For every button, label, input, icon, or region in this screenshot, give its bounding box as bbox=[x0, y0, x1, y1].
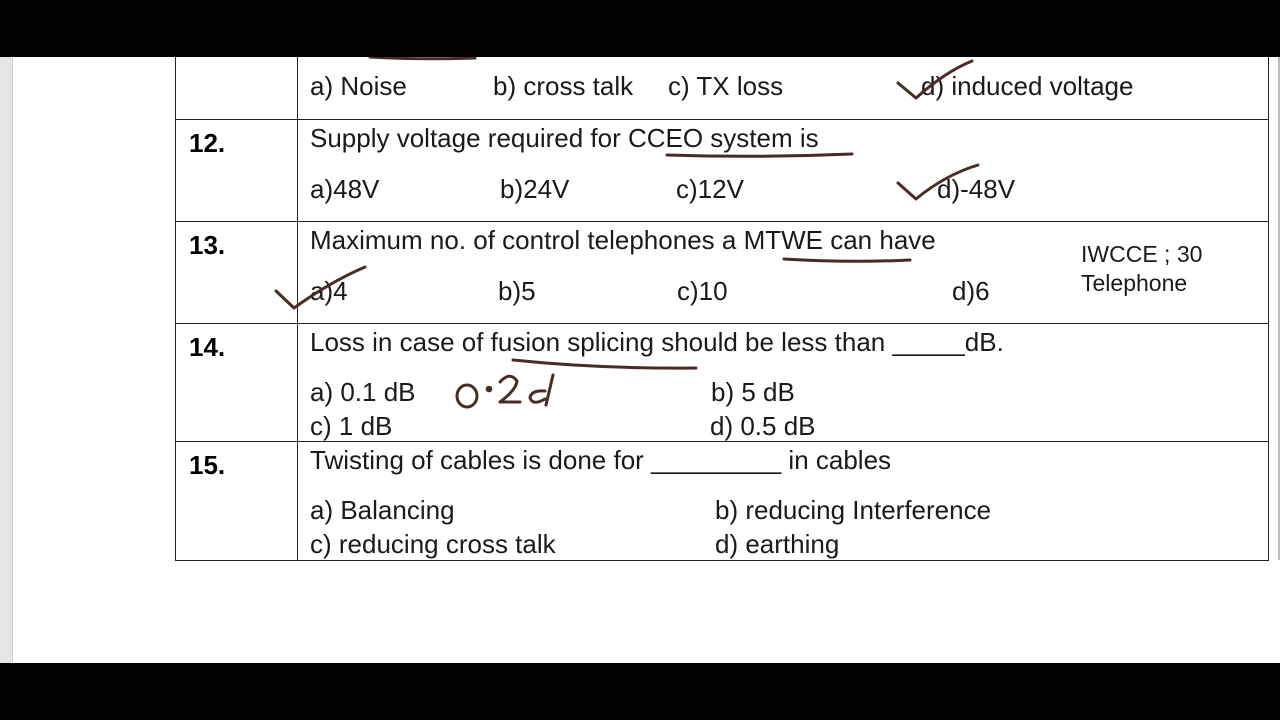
question-number: 13. bbox=[189, 230, 226, 260]
option-d: d) earthing bbox=[715, 529, 840, 559]
option-c: c)10 bbox=[677, 276, 728, 306]
question-text: Supply voltage required for CCEO system is bbox=[310, 123, 819, 153]
option-b: b) 5 dB bbox=[711, 377, 795, 407]
question-number: 14. bbox=[189, 332, 226, 362]
option-a: a) 0.1 dB bbox=[310, 377, 416, 407]
option-d: d) induced voltage bbox=[921, 71, 1134, 101]
option-a: a)4 bbox=[310, 276, 348, 306]
question-number: 12. bbox=[189, 128, 226, 158]
option-a: a) Noise bbox=[310, 71, 407, 101]
option-c: c) 1 dB bbox=[310, 411, 393, 441]
option-b: b) reducing Interference bbox=[715, 495, 992, 525]
question-number: 15. bbox=[189, 450, 226, 480]
option-b: b) cross talk bbox=[493, 71, 634, 101]
column-divider bbox=[297, 57, 298, 560]
row-divider bbox=[175, 119, 1268, 120]
option-d: d) 0.5 dB bbox=[710, 411, 816, 441]
option-b: b)5 bbox=[498, 276, 536, 306]
option-c: c) TX loss bbox=[668, 71, 784, 101]
bottom-letterbox bbox=[0, 663, 1280, 720]
question-text: Loss in case of fusion splicing should be less than _____dB. bbox=[310, 327, 1004, 357]
option-b: b)24V bbox=[500, 174, 570, 204]
question-text: Maximum no. of control telephones a MTWE can have bbox=[310, 225, 936, 255]
option-c: c)12V bbox=[676, 174, 744, 204]
option-c: c) reducing cross talk bbox=[310, 529, 556, 559]
question-text: Twisting of cables is done for _________ in cables bbox=[310, 445, 892, 475]
option-a: a)48V bbox=[310, 174, 380, 204]
option-a: a) Balancing bbox=[310, 495, 455, 525]
option-d: d)-48V bbox=[937, 174, 1016, 204]
document-page bbox=[0, 57, 1280, 663]
row-divider bbox=[175, 221, 1268, 222]
left-scrollbar[interactable] bbox=[0, 57, 13, 663]
side-note: IWCCE ; 30 Telephone bbox=[1081, 241, 1203, 296]
option-d: d)6 bbox=[952, 276, 990, 306]
row-divider bbox=[175, 323, 1268, 324]
